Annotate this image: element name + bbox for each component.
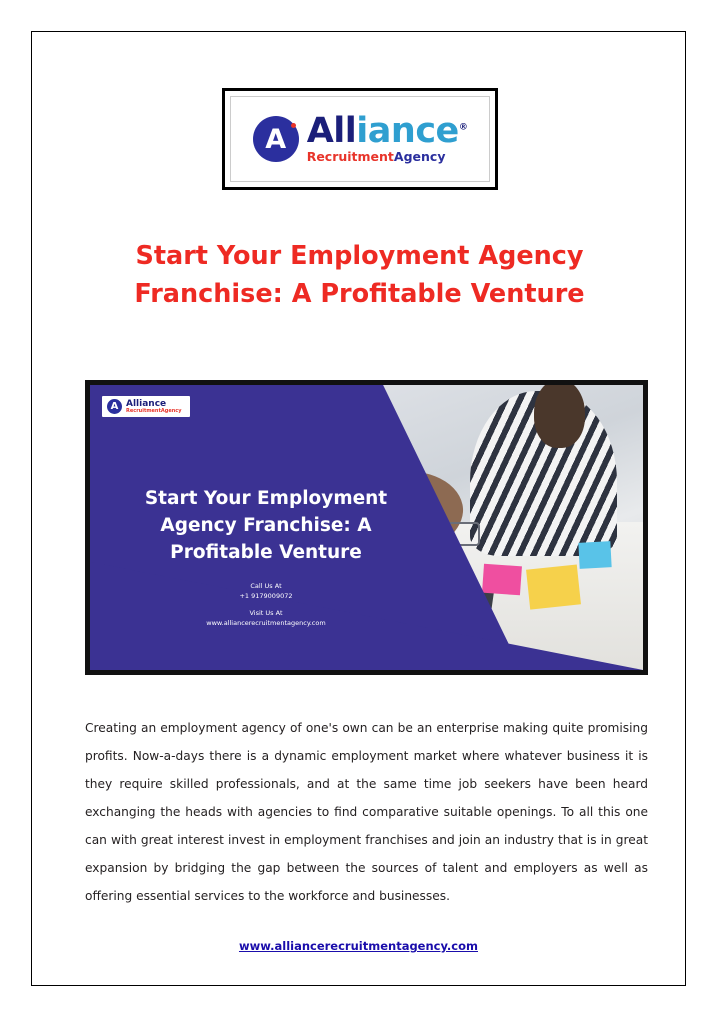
logo-name-part2: iance — [356, 111, 459, 152]
logo-tagline-recruitment: Recruitment — [306, 149, 394, 165]
banner-website: www.alliancerecruitmentagency.com — [206, 619, 326, 627]
page-content — [32, 32, 685, 985]
body-paragraph: Creating an employment agency of one's own can be an enterprise making quite promising profits. Now-a-days there is a dynamic employment market where whatever business it is they require skilled professionals, and at the same time job seekers have been heard exchanging the heads with agencies to find comparative suitable openings. To all this one can with great interest invest in employment franchises and join an industry that is in great expansion by bridging the gap between the sources of talent and employers as well as offering essential services to the workforce and businesses. — [85, 721, 648, 904]
logo-mark-letter: A — [265, 123, 287, 155]
document-page — [31, 31, 686, 986]
logo-tagline-agency: Agency — [393, 149, 446, 165]
banner-headline: Start Your Employment Agency Franchise: A Profitable Venture — [144, 488, 388, 563]
logo-dot-icon — [291, 123, 296, 128]
banner-contact-spacer — [116, 601, 416, 608]
logo-registered-mark: ® — [458, 122, 468, 133]
banner-phone: +1 9179009072 — [239, 592, 293, 600]
banner-logo-name: Alliance — [126, 398, 167, 409]
alliance-a-icon — [253, 116, 299, 162]
banner-visit-label: Visit Us At — [249, 609, 283, 617]
banner-logo-mark-icon: A — [107, 399, 122, 414]
logo-inner-frame — [230, 96, 490, 182]
logo-wordmark — [306, 111, 468, 165]
footer-website-link[interactable]: www.alliancerecruitmentagency.com — [238, 939, 478, 953]
logo-name-part1: All — [306, 111, 357, 152]
banner-logo-tagline: RecruitmentAgency — [126, 407, 182, 414]
logo-tagline — [307, 151, 468, 164]
banner-logo — [102, 396, 190, 417]
sticky-note-yellow — [526, 565, 581, 610]
company-logo — [222, 88, 498, 190]
banner-call-label: Call Us At — [250, 582, 282, 590]
banner-inner — [90, 385, 643, 670]
logo-company-name — [306, 111, 468, 152]
person-head — [534, 380, 585, 448]
logo-row — [253, 111, 468, 165]
footer — [32, 935, 685, 954]
sticky-note-pink — [482, 563, 522, 594]
banner-contact-block — [116, 581, 416, 628]
page-title: Start Your Employment Agency Franchise: A Profitable Venture — [134, 241, 585, 309]
banner-image — [85, 380, 648, 675]
sticky-note-blue — [578, 541, 611, 568]
banner-logo-text — [126, 400, 182, 414]
